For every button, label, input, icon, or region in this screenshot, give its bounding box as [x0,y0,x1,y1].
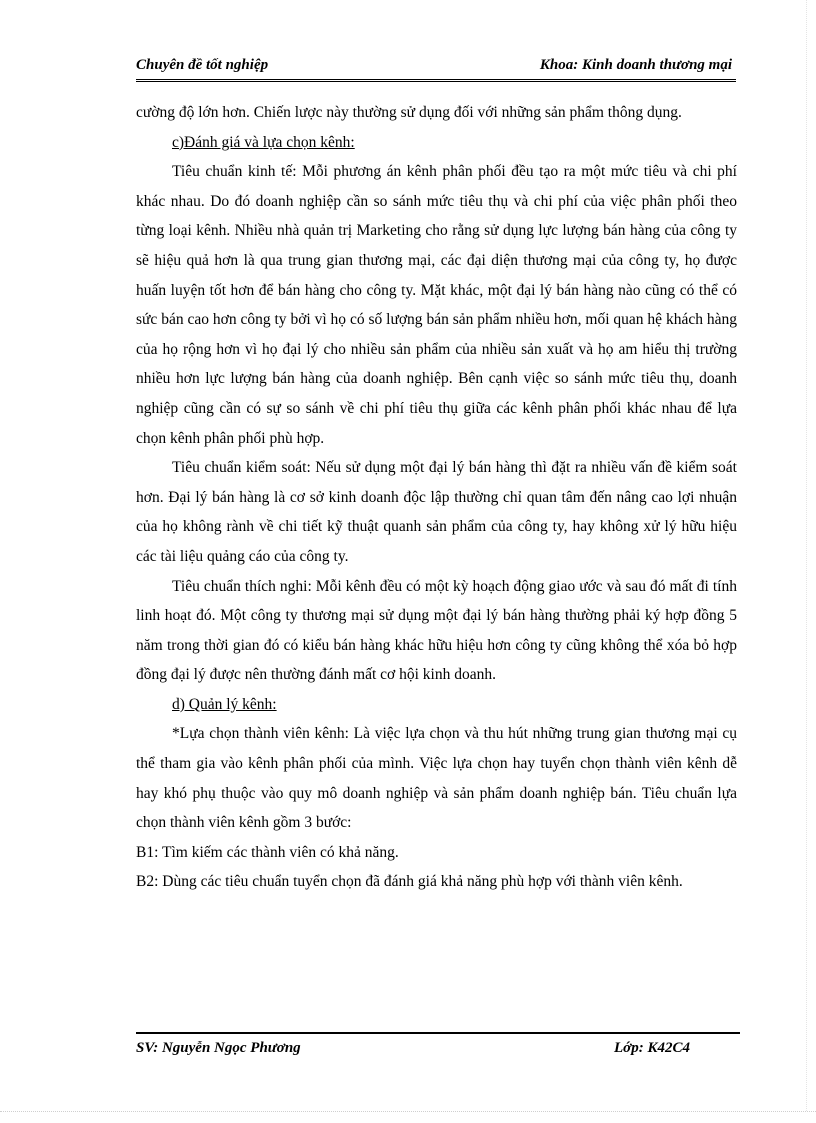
page-header [136,57,736,82]
page-footer [136,1032,740,1060]
section-heading-d: d) Quản lý kênh: [172,695,277,713]
footer-class: Lớp: K42C4 [614,1040,690,1056]
paragraph-continuation: cường độ lớn hơn. Chiến lược này thường sử dụng đối với những sản phẩm thông dụng. [136,104,682,121]
section-heading-c: c)Đánh giá và lựa chọn kênh: [172,133,355,151]
paragraph-step-1: B1: Tìm kiếm các thành viên có khả năng. [136,843,399,861]
paragraph-member-selection: *Lựa chọn thành viên kênh: Là việc lựa chọn và thu hút những trung gian thương mại cụ thể tham gia vào kênh phân phối của mình. Việc lựa chọn hay tuyển chọn thành viên kênh dễ hay khó phụ thuộc vào quy mô doanh nghiệp và sản phẩm doanh nghiệp bán. Tiêu chuẩn lựa chọn thành viên kênh gồm 3 bước: [136,725,737,832]
paragraph-economic-criteria: Tiêu chuẩn kinh tế: Mỗi phương án kênh phân phối đều tạo ra một mức tiêu và chi phí khác nhau. Do đó doanh nghiệp cần so sánh mức tiêu thụ và chi phí của việc phân phối theo từng loại kênh. Nhiều nhà quản trị Marketing cho rằng sử dụng lực lượng bán hàng của công ty sẽ hiệu quả hơn là qua trung gian thương mại, các đại diện thương mại của công ty, họ được huấn luyện tốt hơn để bán hàng cho công ty. Mặt khác, một đại lý bán hàng nào cũng có thể có sức bán cao hơn công ty bởi vì họ có số lượng bán sản phẩm nhiều hơn, mối quan hệ khách hàng của họ rộng hơn vì họ đại lý cho nhiều sản phẩm của nhiều sản xuất và họ am hiểu thị trường nhiều hơn lực lượng bán hàng của doanh nghiệp. Bên cạnh việc so sánh mức tiêu thụ, doanh nghiệp cũng cần có sự so sánh về chi phí tiêu thụ giữa các kênh phân phối khác nhau để lựa chọn kênh phân phối phù hợp. [136,163,737,447]
header-thesis-title: Chuyên đề tốt nghiệp [136,57,269,73]
page-right-border [806,0,807,1111]
header-faculty: Khoa: Kinh doanh thương mại [539,57,732,73]
footer-student: SV: Nguyễn Ngọc Phương [136,1040,301,1056]
page-bottom-border [0,1111,816,1112]
paragraph-step-2: B2: Dùng các tiêu chuẩn tuyển chọn đã đánh giá khả năng phù hợp với thành viên kênh. [136,873,683,891]
document-body [136,98,737,897]
paragraph-adaptive-criteria: Tiêu chuẩn thích nghi: Mỗi kênh đều có một kỳ hoạch động giao ước và sau đó mất đi tính linh hoạt đó. Một công ty thương mại sử dụng một đại lý bán hàng thường phải ký hợp đồng 5 năm trong thời gian đó có kiểu bán hàng khác hữu hiệu hơn công ty cũng không thể xóa bỏ hợp đồng đại lý được nên thường đánh mất cơ hội kinh doanh. [136,577,737,684]
paragraph-control-criteria: Tiêu chuẩn kiểm soát: Nếu sử dụng một đại lý bán hàng thì đặt ra nhiều vấn đề kiểm soát hơn. Đại lý bán hàng là cơ sở kinh doanh độc lập thường chỉ quan tâm đến nâng cao lợi nhuận của họ không rành về chi tiết kỹ thuật quanh sản phẩm của công ty, hay không xử lý hữu hiệu các tài liệu quảng cáo của công ty. [136,459,737,565]
